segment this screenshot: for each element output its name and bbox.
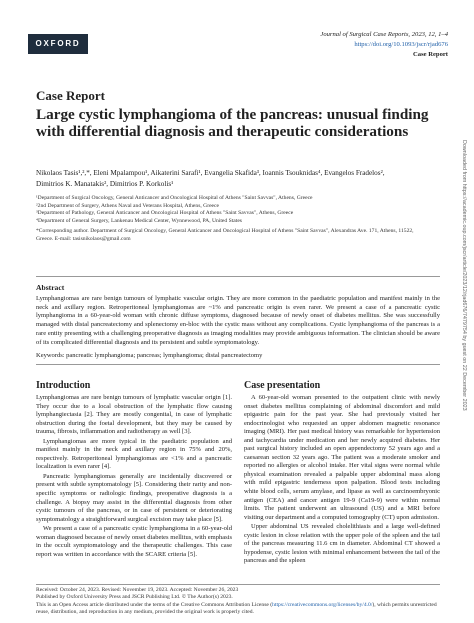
- introduction-heading: Introduction: [36, 380, 91, 391]
- footer-rule: [36, 584, 440, 585]
- license-statement: This is an Open Access article distributed under the terms of the Creative Commons Attribution License (https://creativecommons.org/licenses/by/4.0/), which permits unrestricted reuse, distribution, and reproduction in any medium, provided the original work is properly cited.: [36, 601, 437, 616]
- keywords: Keywords: pancreatic lymphangioma; pancreas; lymphangioma; distal pancreatectomy: [36, 352, 263, 359]
- abstract-top-rule: [36, 276, 440, 277]
- article-title: Large cystic lymphangioma of the pancreas: unusual finding with differential diagnosis and therapeutic considerations: [36, 106, 429, 140]
- corresponding-author: *Corresponding author. Department of Surgical Oncology, General Anticancer and Oncological Hospital of Athens "Saint Savvas", Alexandras Ave. 171, Athens, 11522, Greece. E-mail: tasisnikolaos@gmail.com: [36, 228, 414, 242]
- author-list: [36, 168, 428, 190]
- authors-line-1: Nikolaos Tasis¹,²,*, Eleni Mpalampou¹, Aikaterini Sarafi¹, Evangelia Skafida³, Ioannis Tsouknidas⁴, Evangelos Fradelos²,: [36, 169, 385, 177]
- article-footer: [36, 587, 440, 617]
- affiliation-4: ⁴Department of General Surgery, Lankenau Medical Center, Wynnewood, PA, United States: [36, 217, 242, 224]
- license-link[interactable]: https://creativecommons.org/licenses/by/4.0/: [272, 601, 373, 608]
- article-type: Case Report: [413, 51, 448, 58]
- download-sidebar: [459, 140, 469, 560]
- publisher-note: Published by Oxford University Press and JSCR Publishing Ltd. © The Author(s) 2023.: [36, 594, 233, 601]
- journal-citation: Journal of Surgical Case Reports, 2023, 12, 1–4: [320, 31, 448, 38]
- intro-paragraph: Lymphangiomas are more typical in the paediatric population and manifest mainly in the neck and axillary region in 75% and 20%, respectively. Retroperitoneal lymphangiomas are <1% and a pancreatic localization is even rarer [4].: [36, 437, 232, 471]
- received-dates: Received: October 24, 2023. Revised: November 19, 2023. Accepted: November 26, 2023: [36, 587, 239, 593]
- affiliation-3: ³Department of Pathology, General Anticancer and Oncological Hospital of Athens "Saint Savvas", Athens, Greece: [36, 210, 294, 217]
- case-presentation-body: [244, 394, 440, 567]
- article-kind-heading: Case Report: [36, 88, 105, 103]
- affiliation-2: ²2nd Department of Surgery, Athens Naval and Veterans Hospital, Athens, Greece: [36, 202, 220, 209]
- abstract-bottom-rule: [36, 364, 440, 365]
- intro-paragraph: Lymphangiomas are rare benign tumours of lymphatic vascular origin [1]. They occur due to a local obstruction of the lymphatic flow causing lymphangiectasia [2]. They are mostly congenital, in case of lymphatic obstruction during the foetal development, but they may be caused by trauma, fibrosis, inflammation and radiotherapy as well [3].: [36, 394, 232, 436]
- intro-paragraph: We present a case of a pancreatic cystic lymphangioma in a 60-year-old woman diagnosed because of newly onset diabetes mellitus, with emphasis in the occult symptomatology and the therapeutic challenges. This case report was written in accordance with the SCARE criteria [5].: [36, 525, 232, 558]
- case-paragraph: A 60-year-old woman presented to the outpatient clinic with newly onset diabetes mellitus complaining of abdominal discomfort and mild epigastric pain for the past year. She had previously visited her endocrinologist who requested an upper abdomen magnetic resonance imaging (MRI). Her past medical history was remarkable for hypertension and tachycardia under medication and her newly acquired diabetes. Her past surgical history included an open appendectomy 52 years ago and a caesarean section 32 years ago. The patient was a moderate smoker and reported no allergies or alcohol intake. Her vital signs were normal while physical examination revealed a palpable upper abdominal mass along with mild epigastric tenderness upon palpation. Blood tests including white blood cells, serum amylase, and lipase as well as carcinoembryonic antigen (CEA) and cancer antigen 19-9 (Ca19-9) were within normal limits. The patient underwent an ultrasound (US) and a MRI before visiting our department and a computed tomography (CT) upon admission.: [244, 394, 440, 521]
- oxford-logo: OXFORD: [28, 34, 88, 54]
- case-paragraph: Upper abdominal US revealed cholelithiasis and a large well-defined cystic lesion in close relation with the upper pole of the spleen and the tail of the pancreas measuring 11.6 cm in diameter. Abdominal CT showed a hypodense, cystic lesion with minimal enhancement between the tail of the pancreas and the spleen: [244, 523, 440, 565]
- doi-link[interactable]: https://doi.org/10.1093/jscr/rjad676: [354, 41, 448, 48]
- download-notice: Downloaded from https://academic.oup.com/jscr/article/2023/12/rjad676/7479754 by guest on 22 December 2023: [461, 140, 467, 411]
- authors-line-2: Dimitrios K. Manatakis², Dimitrios P. Korkolis¹: [36, 180, 174, 188]
- affiliations: [36, 195, 428, 244]
- affiliation-1: ¹Department of Surgical Oncology, General Anticancer and Oncological Hospital of Athens "Saint Savvas", Athens, Greece: [36, 195, 313, 201]
- abstract-heading: Abstract: [36, 283, 65, 292]
- intro-paragraph: Pancreatic lymphangiomas generally are incidentally discovered or present with subtle symptomatology [5]. Considering their rarity and non-specific symptoms or radiologic findings, preoperative diagnosis is a challenge. A biopsy may assist in the differential diagnosis from other cystic tumours of the pancreas, or in case of persistent or deteriorating symptomatology a straightforward surgical excision may take place [5].: [36, 472, 232, 523]
- introduction-body: [36, 394, 232, 560]
- abstract-text: Lymphangiomas are rare benign tumours of lymphatic vascular origin. They are more common in the paediatric population and manifest mainly in the neck and axillary region. Retroperitoneal lymphangiomas are ~1% and pancreatic origin is even rarer. We present a case of a pancreatic cystic lymphangioma in a 60-year-old woman with chronic diffuse symptoms, diagnosed because of newly onset of diabetes mellitus. She was successfully managed with distal pancreatectomy and splenectomy en-bloc with the cystic mass without any complications. Cystic lymphangioma of the pancreas is a rare entity presenting with a challenging preoperative diagnosis as imaging modalities may provide ambiguous information. The clinician should be aware of its complicated differential diagnosis and its persistent and subtle symptomatology.: [36, 295, 440, 346]
- case-presentation-heading: Case presentation: [244, 380, 321, 391]
